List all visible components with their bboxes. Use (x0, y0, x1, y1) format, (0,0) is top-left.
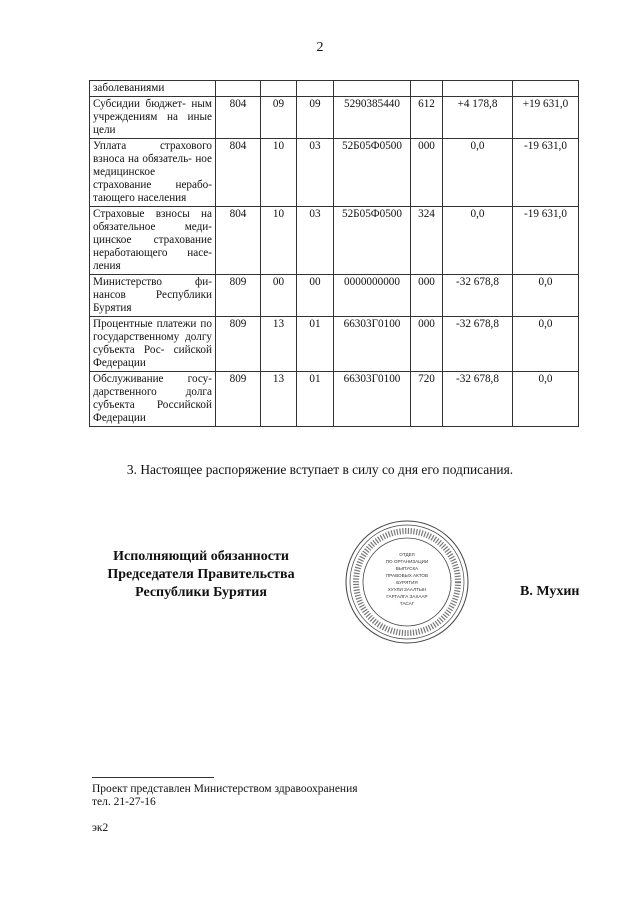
official-seal (344, 519, 470, 645)
table-cell: 00 (297, 275, 334, 317)
page-number: 2 (316, 40, 324, 55)
table-cell: 0,0 (513, 275, 579, 317)
table-cell: -32 678,8 (443, 372, 513, 427)
table-cell-name: Обслуживание госу- дарственного долга субъекта Российской Федерации (90, 372, 216, 427)
table-cell: 0,0 (513, 372, 579, 427)
table-cell: 612 (411, 97, 443, 139)
seal-text-line: ПО ОРГАНИЗАЦИИ (385, 559, 429, 564)
table-cell: 000 (411, 317, 443, 372)
table-cell: 720 (411, 372, 443, 427)
table-cell: 5290385440 (334, 97, 411, 139)
signature-name: В. Мухин (520, 584, 580, 599)
table-cell-name: заболеваниями (90, 81, 216, 97)
table-cell: 03 (297, 207, 334, 275)
table-row (90, 207, 579, 275)
footnote-divider (92, 777, 214, 778)
seal-text-line: ОТДЕЛ (399, 552, 415, 557)
table-cell: 66303Г0100 (334, 317, 411, 372)
table-row (90, 97, 579, 139)
document-code: эк2 (92, 822, 109, 834)
signer-line-2: Председателя Правительства (107, 567, 295, 582)
table-cell-name: Уплата страхового взноса на обязатель- ное медицинское страхование нерабо- тающего населения (90, 139, 216, 207)
table-cell (513, 81, 579, 97)
table-row (90, 275, 579, 317)
table-cell: -19 631,0 (513, 207, 579, 275)
table-cell: -32 678,8 (443, 275, 513, 317)
table-cell: 10 (261, 207, 297, 275)
table-cell: 01 (297, 317, 334, 372)
table-cell: 09 (297, 97, 334, 139)
signer-line-1: Исполняющий обязанности (113, 549, 289, 564)
table-cell (443, 81, 513, 97)
table-cell: 52Б05Ф0500 (334, 139, 411, 207)
table-row (90, 317, 579, 372)
table-cell: 804 (216, 97, 261, 139)
table-row (90, 372, 579, 427)
seal-text-line: ПРАВОВЫХ АКТОВ (385, 573, 429, 578)
table-row (90, 81, 579, 97)
table-cell: -19 631,0 (513, 139, 579, 207)
table-cell: 13 (261, 317, 297, 372)
seal-text-line: ГАРГАЛГА ЗАХААР (386, 594, 428, 599)
table-cell: 0,0 (443, 207, 513, 275)
table-cell: 00 (261, 275, 297, 317)
budget-table (89, 80, 579, 427)
table-cell: 000 (411, 139, 443, 207)
clause-text: 3. Настоящее распоряжение вступает в силу со дня его подписания. (126, 462, 514, 477)
table-cell: 0,0 (513, 317, 579, 372)
table-cell-name: Страховые взносы на обязательное меди- цинское страхование неработающего насе- ления (90, 207, 216, 275)
signer-block (60, 548, 342, 602)
footnote-line-2: тел. 21-27-16 (92, 796, 156, 808)
seal-text-line: ВЫПУСКА (395, 566, 419, 571)
table-cell (411, 81, 443, 97)
table-cell-name: Субсидии бюджет- ным учреждениям на иные цели (90, 97, 216, 139)
footnote-line-1: Проект представлен Министерством здравоохранения (92, 783, 358, 795)
table-cell: -32 678,8 (443, 317, 513, 372)
table-cell (216, 81, 261, 97)
table-cell: 324 (411, 207, 443, 275)
table-row (90, 139, 579, 207)
table-cell: +4 178,8 (443, 97, 513, 139)
table-cell: 52Б05Ф0500 (334, 207, 411, 275)
seal-text-line: ТАСАГ (399, 601, 415, 606)
table-cell: 804 (216, 207, 261, 275)
table-cell: +19 631,0 (513, 97, 579, 139)
table-cell (334, 81, 411, 97)
table-cell: 809 (216, 275, 261, 317)
table-cell: 809 (216, 317, 261, 372)
table-cell: 000 (411, 275, 443, 317)
table-cell: 10 (261, 139, 297, 207)
table-cell (297, 81, 334, 97)
seal-text-line: ХУУЛИ ЗААЛТЫН (387, 587, 427, 592)
table-cell (261, 81, 297, 97)
table-cell: 09 (261, 97, 297, 139)
table-cell: 809 (216, 372, 261, 427)
table-cell: 03 (297, 139, 334, 207)
table-cell: 13 (261, 372, 297, 427)
table-cell: 804 (216, 139, 261, 207)
footnote (92, 783, 358, 809)
table-cell-name: Процентные платежи по государственному долгу субъекта Рос- сийской Федерации (90, 317, 216, 372)
table-cell: 66303Г0100 (334, 372, 411, 427)
table-cell-name: Министерство фи- нансов Республики Бурятия (90, 275, 216, 317)
seal-text-line: БУРЯТИЯ (396, 580, 418, 585)
table-cell: 0000000000 (334, 275, 411, 317)
signer-line-3: Республики Бурятия (135, 585, 267, 600)
table-cell: 01 (297, 372, 334, 427)
table-cell: 0,0 (443, 139, 513, 207)
